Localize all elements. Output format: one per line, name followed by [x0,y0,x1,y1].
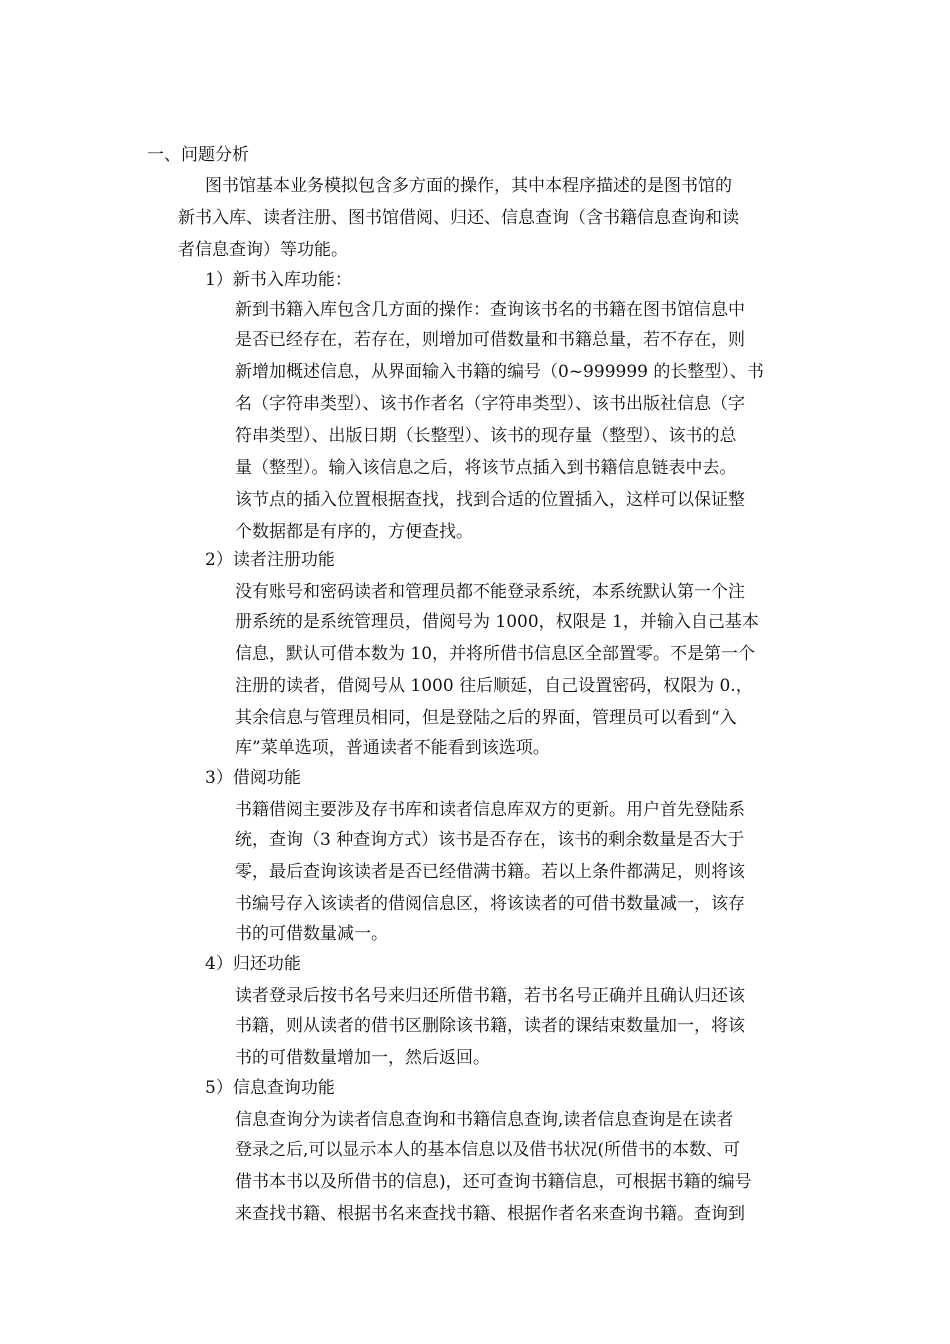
intro-line: 者信息查询）等功能。 [178,240,348,260]
body-line: 书的可借数量减一。 [235,924,388,944]
body-line: 名（字符串类型）、该书作者名（字符串类型）、该书出版社信息（字 [235,394,745,414]
body-line: 书籍借阅主要涉及存书库和读者信息库双方的更新。用户首先登陆系 [235,800,745,820]
body-line: 其余信息与管理员相同，但是登陆之后的界面，管理员可以看到“入 [235,708,737,728]
body-line: 借书本书以及所借书的信息)，还可查询书籍信息，可根据书籍的编号 [235,1172,752,1192]
item-title-borrowing: 3）借阅功能 [205,768,301,788]
body-line: 读者登录后按书名号来归还所借书籍，若书名号正确并且确认归还该 [235,986,745,1006]
body-line: 新增加概述信息，从界面输入书籍的编号（0~999999 的长整型）、书 [235,362,764,382]
body-line: 注册的读者，借阅号从 1000 往后顺延，自己设置密码，权限为 0.， [235,676,753,696]
intro-line: 图书馆基本业务模拟包含多方面的操作，其中本程序描述的是图书馆的 [205,176,732,196]
body-line: 信息，默认可借本数为 10，并将所借书信息区全部置零。不是第一个 [235,644,756,664]
body-line: 没有账号和密码读者和管理员都不能登录系统，本系统默认第一个注 [235,582,745,602]
body-line: 书的可借数量增加一，然后返回。 [235,1048,490,1068]
section-heading: 一、问题分析 [147,145,249,165]
body-line: 书编号存入该读者的借阅信息区，将该读者的可借书数量减一，该存 [235,894,745,914]
body-line: 个数据都是有序的，方便查找。 [235,522,473,542]
item-title-information-query: 5）信息查询功能 [205,1078,335,1098]
body-line: 来查找书籍、根据书名来查找书籍、根据作者名来查询书籍。查询到 [235,1204,745,1224]
body-line: 是否已经存在，若存在，则增加可借数量和书籍总量，若不存在，则 [235,330,745,350]
body-line: 统，查询（3 种查询方式）该书是否存在，该书的剩余数量是否大于 [235,830,745,850]
body-line: 册系统的是系统管理员，借阅号为 1000，权限是 1，并输入自己基本 [235,612,759,632]
body-line: 零，最后查询该读者是否已经借满书籍。若以上条件都满足，则将该 [235,862,745,882]
item-title-reader-registration: 2）读者注册功能 [205,550,335,570]
body-line: 符串类型）、出版日期（长整型）、该书的现存量（整型）、该书的总 [235,426,737,446]
item-title-new-books: 1）新书入库功能： [205,270,352,290]
body-line: 登录之后,可以显示本人的基本信息以及借书状况(所借书的本数、可 [235,1140,741,1160]
body-line: 书籍，则从读者的借书区删除该书籍，读者的课结束数量加一，将该 [235,1016,745,1036]
body-line: 该节点的插入位置根据查找，找到合适的位置插入，这样可以保证整 [235,490,745,510]
body-line: 量（整型）。输入该信息之后，将该节点插入到书籍信息链表中去。 [235,458,737,478]
body-line: 信息查询分为读者信息查询和书籍信息查询,读者信息查询是在读者 [235,1110,734,1130]
intro-line: 新书入库、读者注册、图书馆借阅、归还、信息查询（含书籍信息查询和读 [178,208,739,228]
body-line: 库”菜单选项，普通读者不能看到该选项。 [235,738,550,758]
item-title-returning: 4）归还功能 [205,954,301,974]
body-line: 新到书籍入库包含几方面的操作：查询该书名的书籍在图书馆信息中 [235,300,745,320]
